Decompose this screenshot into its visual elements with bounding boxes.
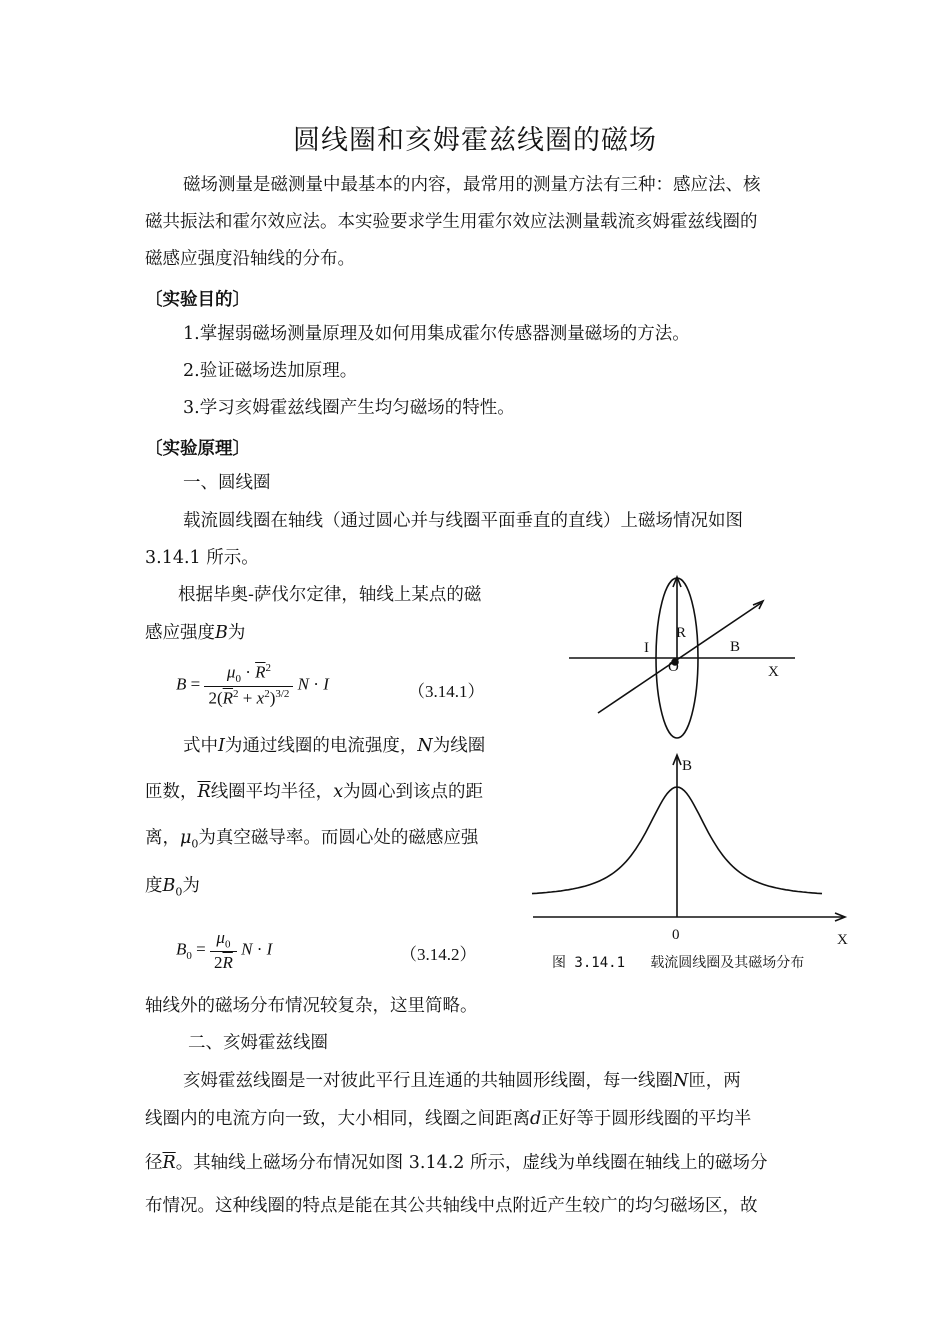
purpose-heading: 〔实验目的〕 — [145, 290, 250, 310]
equation-3-14-1: B = $\frac{\mu_0 \cdot \overline{R}^2}{2(\overline{R}^2 + x^2)^{3/2}}$ N · I — [176, 662, 329, 708]
label-B-top: B — [730, 639, 741, 655]
label-X-axis: X — [837, 932, 848, 948]
principle-p2-line-1: 根据毕奥-萨伐尔定律，轴线上某点的磁 — [178, 585, 482, 605]
principle-p3-line-1: 式中I为通过线圈的电流强度，N为线圈 — [183, 736, 486, 756]
label-origin: 0 — [672, 927, 680, 943]
principle-p3-line-3: 离，$\mu_0$为真空磁导率。而圆心处的磁感应强 — [145, 828, 479, 851]
purpose-item-3: 3.学习亥姆霍兹线圈产生均匀磁场的特性。 — [183, 398, 515, 418]
helmholtz-line-1: 亥姆霍兹线圈是一对彼此平行且连通的共轴圆形线圈，每一线圈N匝，两 — [183, 1071, 741, 1091]
helmholtz-line-2: 线圈内的电流方向一致，大小相同，线圈之间距离d正好等于圆形线圈的平均半 — [145, 1109, 752, 1129]
helmholtz-line-3: 径$\overline{R}$。其轴线上磁场分布情况如图 3.14.2 所示，虚线为单线圈在轴线上的磁场分 — [145, 1153, 768, 1173]
equation-3-14-1-label: （3.14.1） — [408, 682, 485, 701]
principle-p4: 轴线外的磁场分布情况较复杂，这里简略。 — [145, 996, 478, 1016]
label-O-top: O — [668, 659, 679, 675]
label-R: R — [676, 625, 687, 641]
coil-diagram — [569, 577, 795, 738]
principle-p1-line-1: 载流圆线圈在轴线（通过圆心并与线圈平面垂直的直线）上磁场情况如图 — [183, 511, 743, 531]
figure-3-14-1 — [525, 565, 855, 975]
label-B-axis: B — [682, 758, 693, 774]
intro-line-2: 磁共振法和霍尔效应法。本实验要求学生用霍尔效应法测量载流亥姆霍兹线圈的 — [145, 212, 758, 232]
principle-p2-line-2: 感应强度B为 — [145, 623, 246, 643]
equation-3-14-2-label: （3.14.2） — [400, 945, 477, 964]
field-distribution-plot — [532, 755, 845, 921]
purpose-item-1: 1.掌握弱磁场测量原理及如何用集成霍尔传感器测量磁场的方法。 — [183, 324, 690, 344]
page-title: 圆线圈和亥姆霍兹线圈的磁场 — [293, 125, 657, 156]
subsection-helmholtz-coil: 二、亥姆霍兹线圈 — [188, 1033, 328, 1053]
label-I: I — [644, 640, 649, 656]
principle-p3-line-2: 匝数，$\overline{R}$线圈平均半径，x为圆心到该点的距 — [145, 782, 484, 802]
principle-p1-line-2: 3.14.1 所示。 — [145, 548, 259, 568]
intro-line-1: 磁场测量是磁测量中最基本的内容，最常用的测量方法有三种：感应法、核 — [183, 175, 761, 195]
purpose-item-2: 2.验证磁场迭加原理。 — [183, 361, 358, 381]
intro-line-3: 磁感应强度沿轴线的分布。 — [145, 249, 355, 269]
figure-caption: 图 3.14.1 载流圆线圈及其磁场分布 — [552, 955, 805, 971]
principle-p3-line-4: 度$B_0$为 — [145, 876, 200, 899]
equation-3-14-2: $B_0$ = $\frac{\mu_0}{2\overline{R}}$ N · I — [176, 928, 273, 973]
label-X-top: X — [768, 664, 779, 680]
helmholtz-line-4: 布情况。这种线圈的特点是能在其公共轴线中点附近产生较广的均匀磁场区，故 — [145, 1196, 758, 1216]
principle-heading: 〔实验原理〕 — [145, 439, 250, 459]
subsection-circular-coil: 一、圆线圈 — [183, 473, 271, 493]
